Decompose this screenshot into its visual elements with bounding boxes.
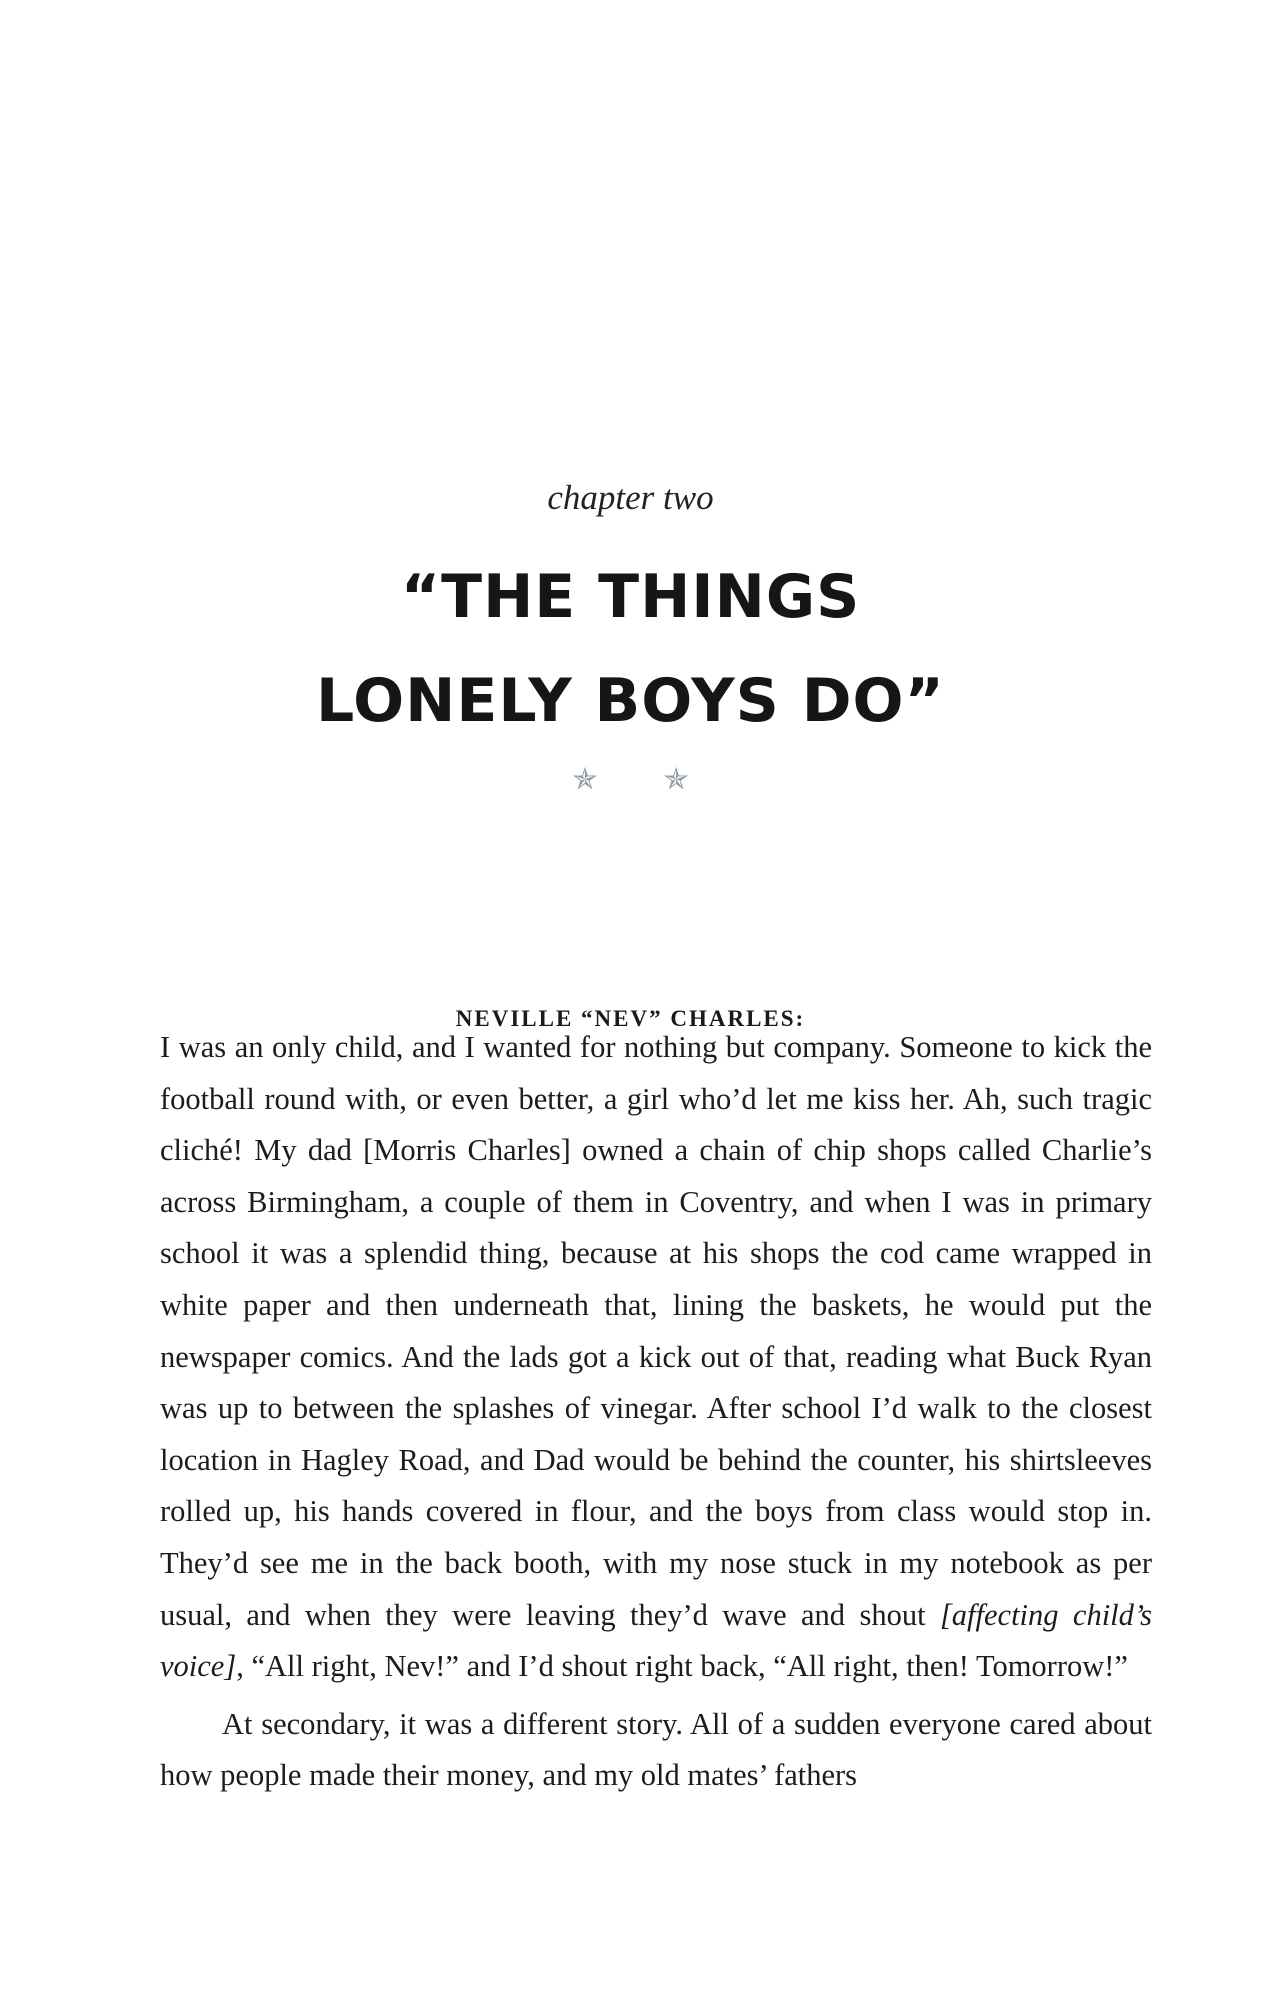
paragraph-text-end: , “All right, Nev!” and I’d shout right back, “All right, then! Tomorrow!” xyxy=(236,1649,1128,1684)
body-text xyxy=(160,1022,1152,1802)
chapter-title-line-1: “THE THINGS xyxy=(400,562,861,632)
chapter-title-line-2: LONELY BOYS DO” xyxy=(316,666,945,736)
chapter-title xyxy=(0,545,1261,753)
chapter-label: chapter two xyxy=(547,478,714,517)
stage-direction: [affecting child’s voice] xyxy=(160,1597,1152,1684)
star-icon: ✯ xyxy=(663,762,689,797)
paragraph: At secondary, it was a different story. All of a sudden everyone cared about how people made their money, and my old mates’ fathers xyxy=(160,1706,1152,1793)
star-icon: ✯ xyxy=(572,762,598,797)
star-ornament xyxy=(0,762,1261,797)
paragraph xyxy=(160,1022,1152,1693)
speaker-heading: NEVILLE “NEV” CHARLES: xyxy=(455,1006,806,1031)
paragraph-text: I was an only child, and I wanted for nothing but company. Someone to kick the football round with, or even better, a girl who’d let me kiss her. Ah, such tragic cliché! My dad [Morris Charles] owned a chain of chip shops called Charlie’s across Birmingham, a couple of them in Coventry, and when I was in primary school it was a splendid thing, because at his shops the cod came wrapped in white paper and then underneath that, lining the baskets, he would put the newspaper comics. And the lads got a kick out of that, reading what Buck Ryan was up to between the splashes of vinegar. After school I’d walk to the closest location in Hagley Road, and Dad would be behind the counter, his shirtsleeves rolled up, his hands covered in flour, and the boys from class would stop in. They’d see me in the back booth, with my nose stuck in my notebook as per usual, and when they were leaving they’d wave and shout xyxy=(160,1030,1152,1632)
